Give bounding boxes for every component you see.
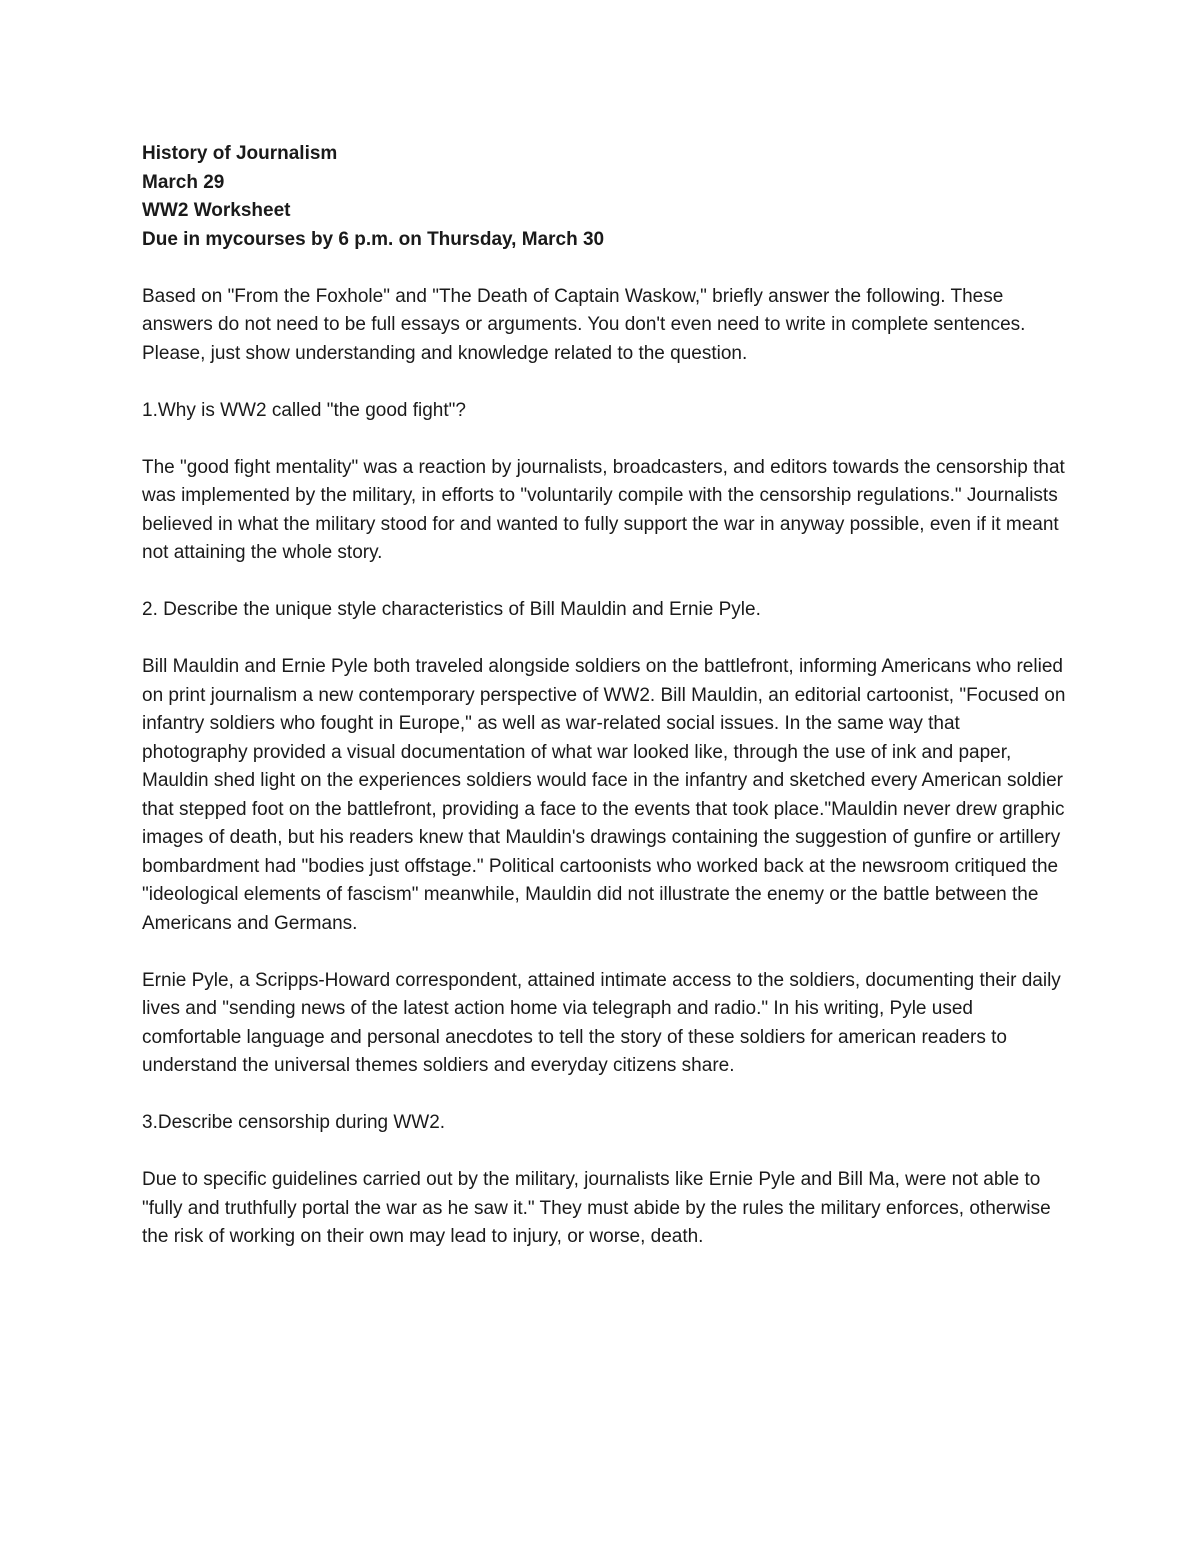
intro-paragraph: Based on "From the Foxhole" and "The Death of Captain Waskow," briefly answer the following. These answers do not need to be full essays or arguments. You don't even need to write in complete sentences. Please, just show understanding and knowledge related to the question. xyxy=(142,285,1026,364)
answer-3-paragraph: Due to specific guidelines carried out by the military, journalists like Ernie Pyle and Bill Ma, were not able to "fully and truthfully portal the war as he saw it." They must abide by the rules the military enforces, otherwise the risk of working on their own may lead to injury, or worse, death. xyxy=(142,1169,1051,1247)
spacer xyxy=(142,254,1067,283)
spacer xyxy=(142,938,1067,967)
document-page xyxy=(142,140,1067,1252)
spacer xyxy=(142,1138,1067,1167)
answer-1-paragraph: The "good fight mentality" was a reaction by journalists, broadcasters, and editors towards the censorship that was implemented by the military, in efforts to "voluntarily compile with the censorship regulations." Journalists believed in what the military stood for and wanted to fully support the war in anyway possible, even if it meant not attaining the whole story. xyxy=(142,456,1065,563)
spacer xyxy=(142,568,1067,597)
spacer xyxy=(142,625,1067,654)
question-3: 3.Describe censorship during WW2. xyxy=(142,1112,446,1133)
answer-2-paragraph-mauldin: Bill Mauldin and Ernie Pyle both traveled alongside soldiers on the battlefront, informing Americans who relied on print journalism a new contemporary perspective of WW2. Bill Mauldin, an editorial cartoonist, "Focused on infantry soldiers who fought in Europe," as well as war-related social issues. In the same way that photography provided a visual documentation of what war looked like, through the use of ink and paper, Mauldin shed light on the experiences soldiers would face in the infantry and sketched every American soldier that stepped foot on the battlefront, providing a face to the events that took place."Mauldin never drew graphic images of death, but his readers knew that Mauldin's drawings containing the suggestion of gunfire or artillery bombardment had "bodies just offstage." Political cartoonists who worked back at the newsroom critiqued the "ideological elements of fascism" meanwhile, Mauldin did not illustrate the enemy or the battle between the Americans and Germans. xyxy=(142,656,1066,934)
worksheet-title: WW2 Worksheet xyxy=(142,200,291,221)
spacer xyxy=(142,1081,1067,1110)
assignment-date: March 29 xyxy=(142,171,225,193)
due-date: Due in mycourses by 6 p.m. on Thursday, March 30 xyxy=(142,228,605,250)
spacer xyxy=(142,368,1067,397)
question-2: 2. Describe the unique style characteristics of Bill Mauldin and Ernie Pyle. xyxy=(142,599,761,620)
spacer xyxy=(142,425,1067,454)
question-1: 1.Why is WW2 called "the good fight"? xyxy=(142,399,466,421)
course-title: History of Journalism xyxy=(142,143,338,164)
answer-2-paragraph-pyle: Ernie Pyle, a Scripps-Howard correspondent, attained intimate access to the soldiers, documenting their daily lives and "sending news of the latest action home via telegraph and radio." In his writing, Pyle used comfortable language and personal anecdotes to tell the story of these soldiers for american readers to understand the universal themes soldiers and everyday citizens share. xyxy=(142,969,1061,1076)
